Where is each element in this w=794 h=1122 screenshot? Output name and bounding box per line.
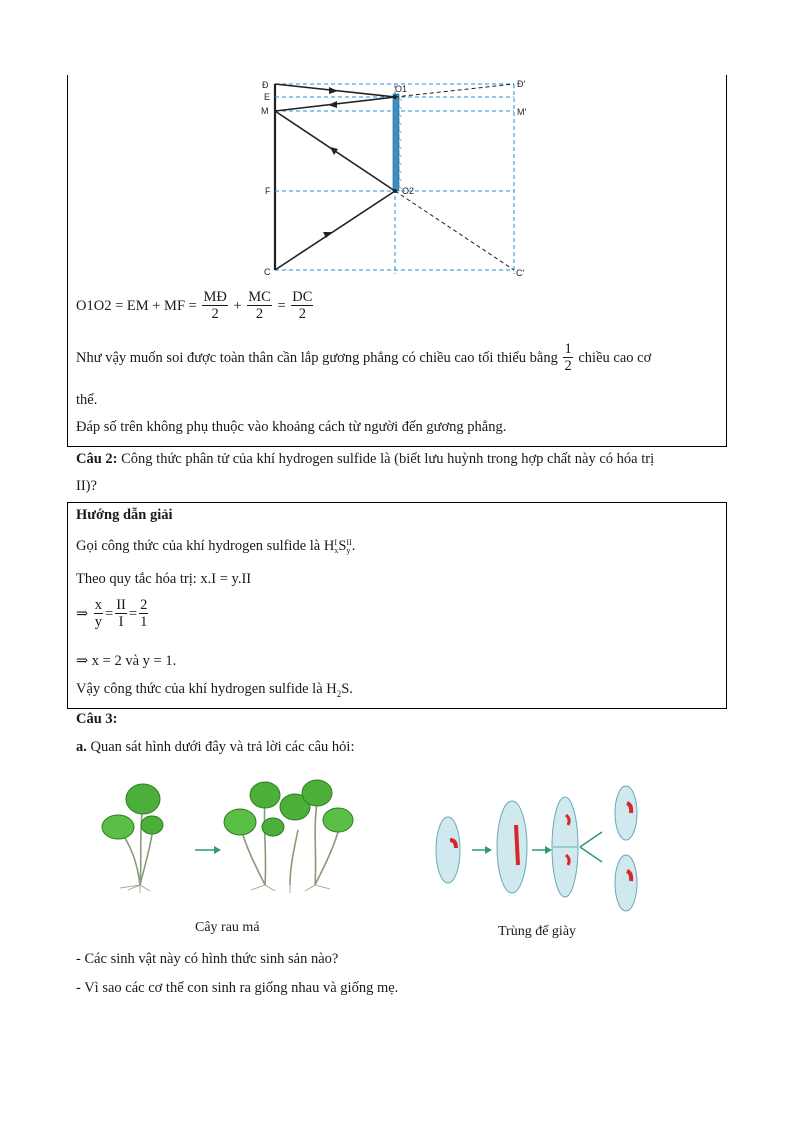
solution-2-ratio: ⇒ $\frac{x}{y}$ = $\frac{II}{I}$ = $\frac{2}{1}$ [76,597,148,630]
label-M-prime: M′ [517,107,527,117]
note-line: Đáp số trên không phụ thuộc vào khoảng cách từ người đến gương phẳng. [76,419,507,435]
label-M: M [261,106,269,116]
label-O2: O2 [402,186,415,196]
question-2-cont: II)? [76,478,97,494]
solution-2-line-2: Theo quy tắc hóa trị: x.I = y.II [76,571,252,587]
mirror-diagram [250,76,550,281]
conclusion-end: thể. [76,392,98,408]
question-3: Câu 3: [76,711,118,727]
label-F: F [265,186,271,196]
solution-heading: Hướng dẫn giải [76,507,173,523]
label-O1: O1 [395,84,408,94]
question-2: Câu 2: Công thức phân tử của khí hydrogen sulfide là (biết lưu huỳnh trong hợp chất này có hóa trị [76,451,655,467]
paramecium-illustration [430,785,650,915]
conclusion-line: Như vậy muốn soi được toàn thân cần lắp gương phẳng có chiều cao tối thiểu bằng $\frac{1}{2}$ chiều cao cơ [76,341,652,374]
question-3-q1: - Các sinh vật này có hình thức sinh sản nào? [76,951,339,967]
solution-2-line-4: ⇒ x = 2 và y = 1. [76,653,177,669]
solution-2-line-5: Vậy công thức của khí hydrogen sulfide là $H_2S$. [76,681,353,699]
mirror [393,94,399,191]
label-C-prime: C′ [516,268,525,278]
label-D: Đ [262,80,269,90]
label-E: E [264,92,271,102]
caption-plant: Cây rau má [195,920,260,935]
solution-box-2 [67,502,727,709]
label-D-prime: Đ′ [517,79,526,89]
question-3-q2: - Vì sao các cơ thể con sinh ra giống nhau và giống mẹ. [76,980,399,996]
formula-o1o2: O1O2 = EM + MF = $\frac{MĐ}{2}$ + $\frac{MC}{2}$ = $\frac{DC}{2}$ [76,289,313,322]
question-3-part-a: a. Quan sát hình dưới đây và trả lời các câu hỏi: [76,739,355,755]
solution-2-line-1: Gọi công thức của khí hydrogen sulfide là H I x S II y . [76,537,356,555]
caption-paramecium: Trùng đế giày [498,924,577,939]
label-C: C [264,267,271,277]
plant-illustration [95,775,395,900]
